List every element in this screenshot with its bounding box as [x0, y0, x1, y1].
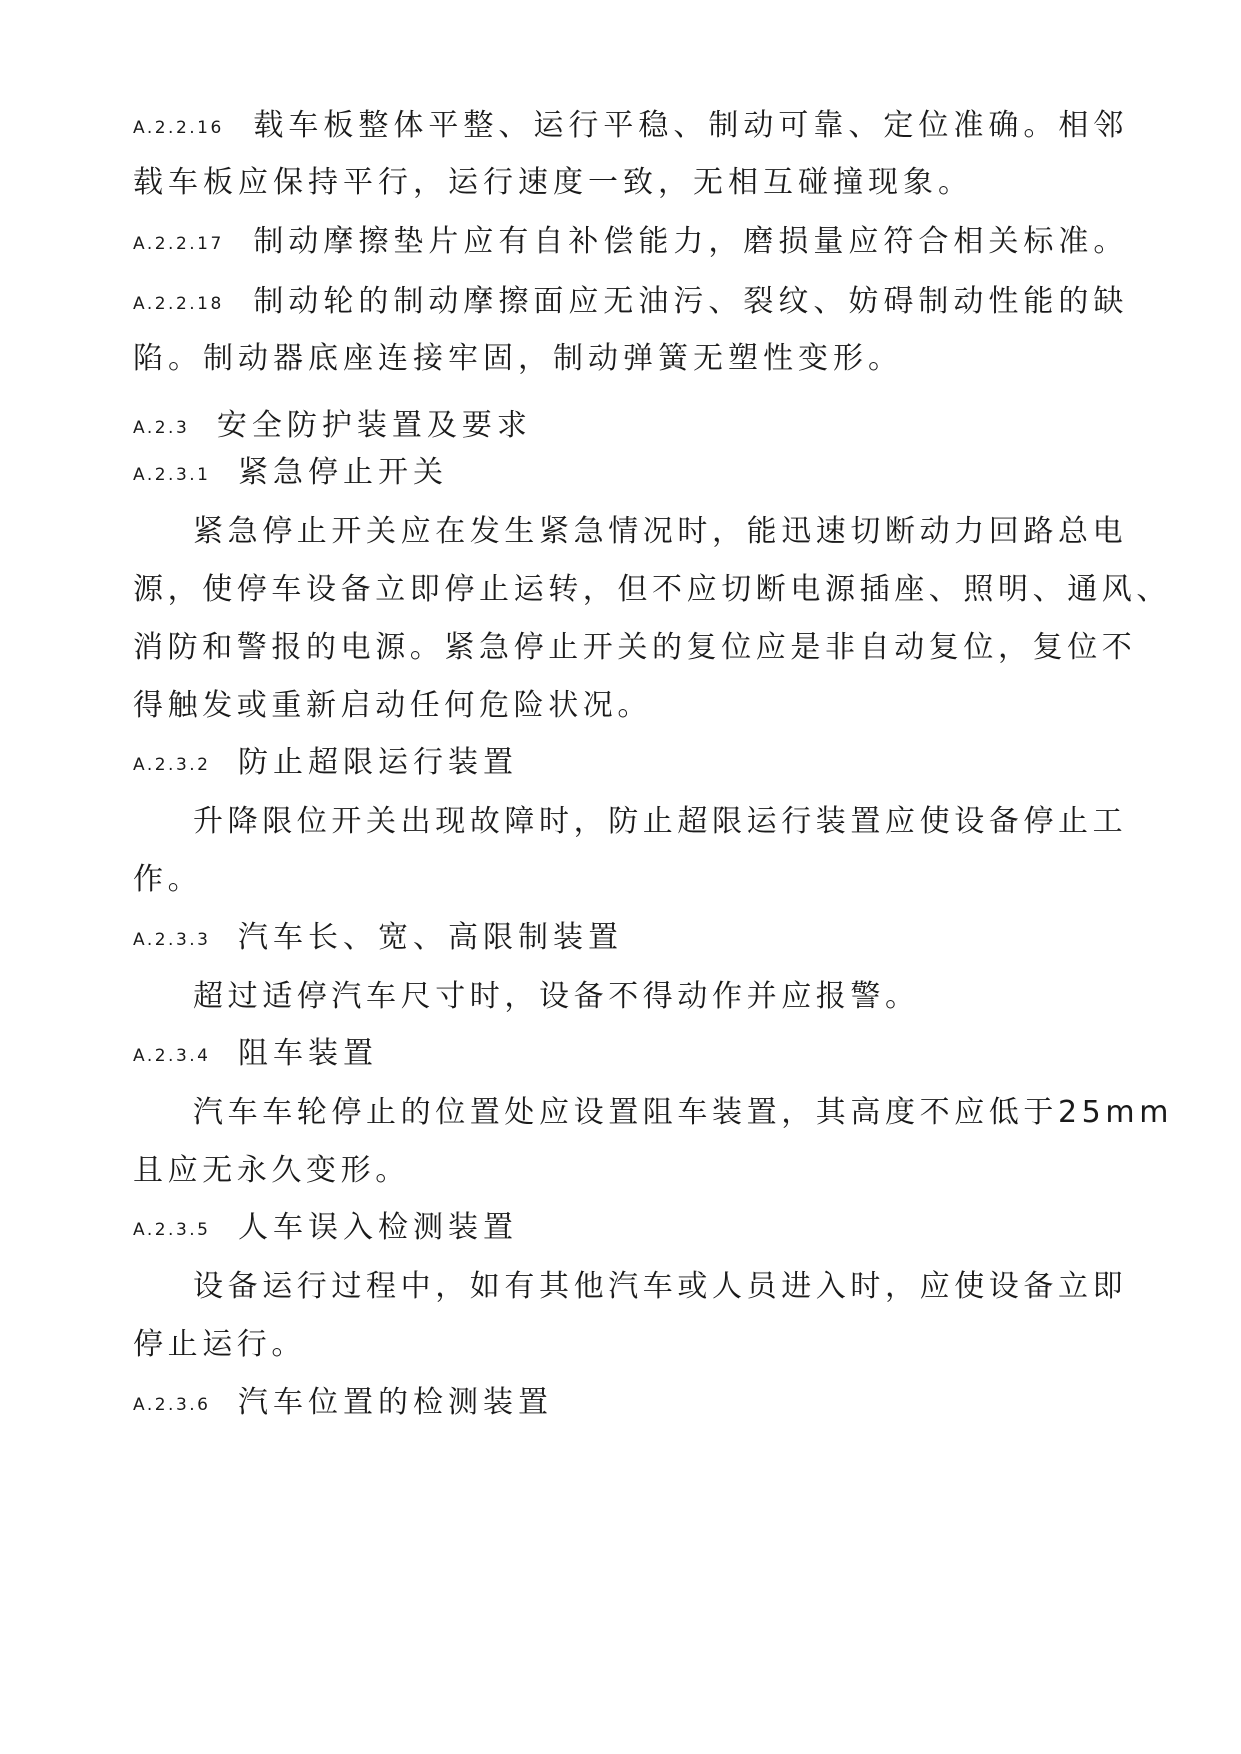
item-number: A.2.3.1: [133, 465, 211, 485]
paragraph-line: 且应无永久变形。: [133, 1153, 410, 1188]
paragraph-line: 停止运行。: [133, 1327, 306, 1362]
clause-text-continued: 陷。制动器底座连接牢固，制动弹簧无塑性变形。: [133, 341, 903, 376]
paragraph-line: 得触发或重新启动任何危险状况。: [133, 688, 652, 723]
clause-number: A.2.2.17: [133, 234, 224, 254]
item-number: A.2.3.6: [133, 1395, 211, 1415]
paragraph-line: 设备运行过程中，如有其他汽车或人员进入时，应使设备立即: [193, 1269, 1128, 1304]
section-number: A.2.3: [133, 418, 190, 438]
clause-text: 制动轮的制动摩擦面应无油污、裂纹、妨碍制动性能的缺: [253, 284, 1129, 319]
section-heading: [133, 406, 532, 446]
clause-a2217: [133, 222, 1128, 262]
item-title: 汽车位置的检测装置: [238, 1385, 554, 1420]
item-heading-a2235: [133, 1208, 518, 1248]
item-title: 汽车长、宽、高限制装置: [238, 920, 624, 955]
clause-a2216: [133, 106, 1128, 146]
item-heading-a2232: [133, 743, 518, 783]
item-heading-a2236: [133, 1383, 553, 1423]
clause-number: A.2.2.16: [133, 118, 224, 138]
item-number: A.2.3.5: [133, 1220, 211, 1240]
paragraph-line: 源，使停车设备立即停止运转，但不应切断电源插座、照明、通风、: [133, 572, 1171, 607]
paragraph-line: 紧急停止开关应在发生紧急情况时，能迅速切断动力回路总电: [193, 514, 1128, 549]
item-number: A.2.3.3: [133, 930, 211, 950]
paragraph-line: 作。: [133, 862, 203, 897]
clause-text-continued: 载车板应保持平行，运行速度一致，无相互碰撞现象。: [133, 165, 973, 200]
section-title: 安全防护装置及要求: [216, 408, 532, 443]
paragraph-line: 消防和警报的电源。紧急停止开关的复位应是非自动复位，复位不: [133, 630, 1137, 665]
item-heading-a2234: [133, 1034, 378, 1074]
item-number: A.2.3.2: [133, 755, 211, 775]
item-heading-a2233: [133, 918, 623, 958]
item-heading-a2231: [133, 453, 448, 493]
item-title: 阻车装置: [238, 1036, 379, 1071]
clause-number: A.2.2.18: [133, 294, 224, 314]
clause-text: 制动摩擦垫片应有自补偿能力，磨损量应符合相关标准。: [253, 224, 1129, 259]
clause-text: 载车板整体平整、运行平稳、制动可靠、定位准确。相邻: [253, 108, 1129, 143]
clause-a2218: [133, 282, 1128, 322]
paragraph-line: 汽车车轮停止的位置处应设置阻车装置，其高度不应低于25mm: [193, 1095, 1174, 1130]
item-title: 人车误入检测装置: [238, 1210, 519, 1245]
paragraph-line: 超过适停汽车尺寸时，设备不得动作并应报警。: [193, 979, 920, 1014]
item-number: A.2.3.4: [133, 1046, 211, 1066]
item-title: 紧急停止开关: [238, 455, 449, 490]
item-title: 防止超限运行装置: [238, 745, 519, 780]
paragraph-line: 升降限位开关出现故障时，防止超限运行装置应使设备停止工: [193, 804, 1128, 839]
